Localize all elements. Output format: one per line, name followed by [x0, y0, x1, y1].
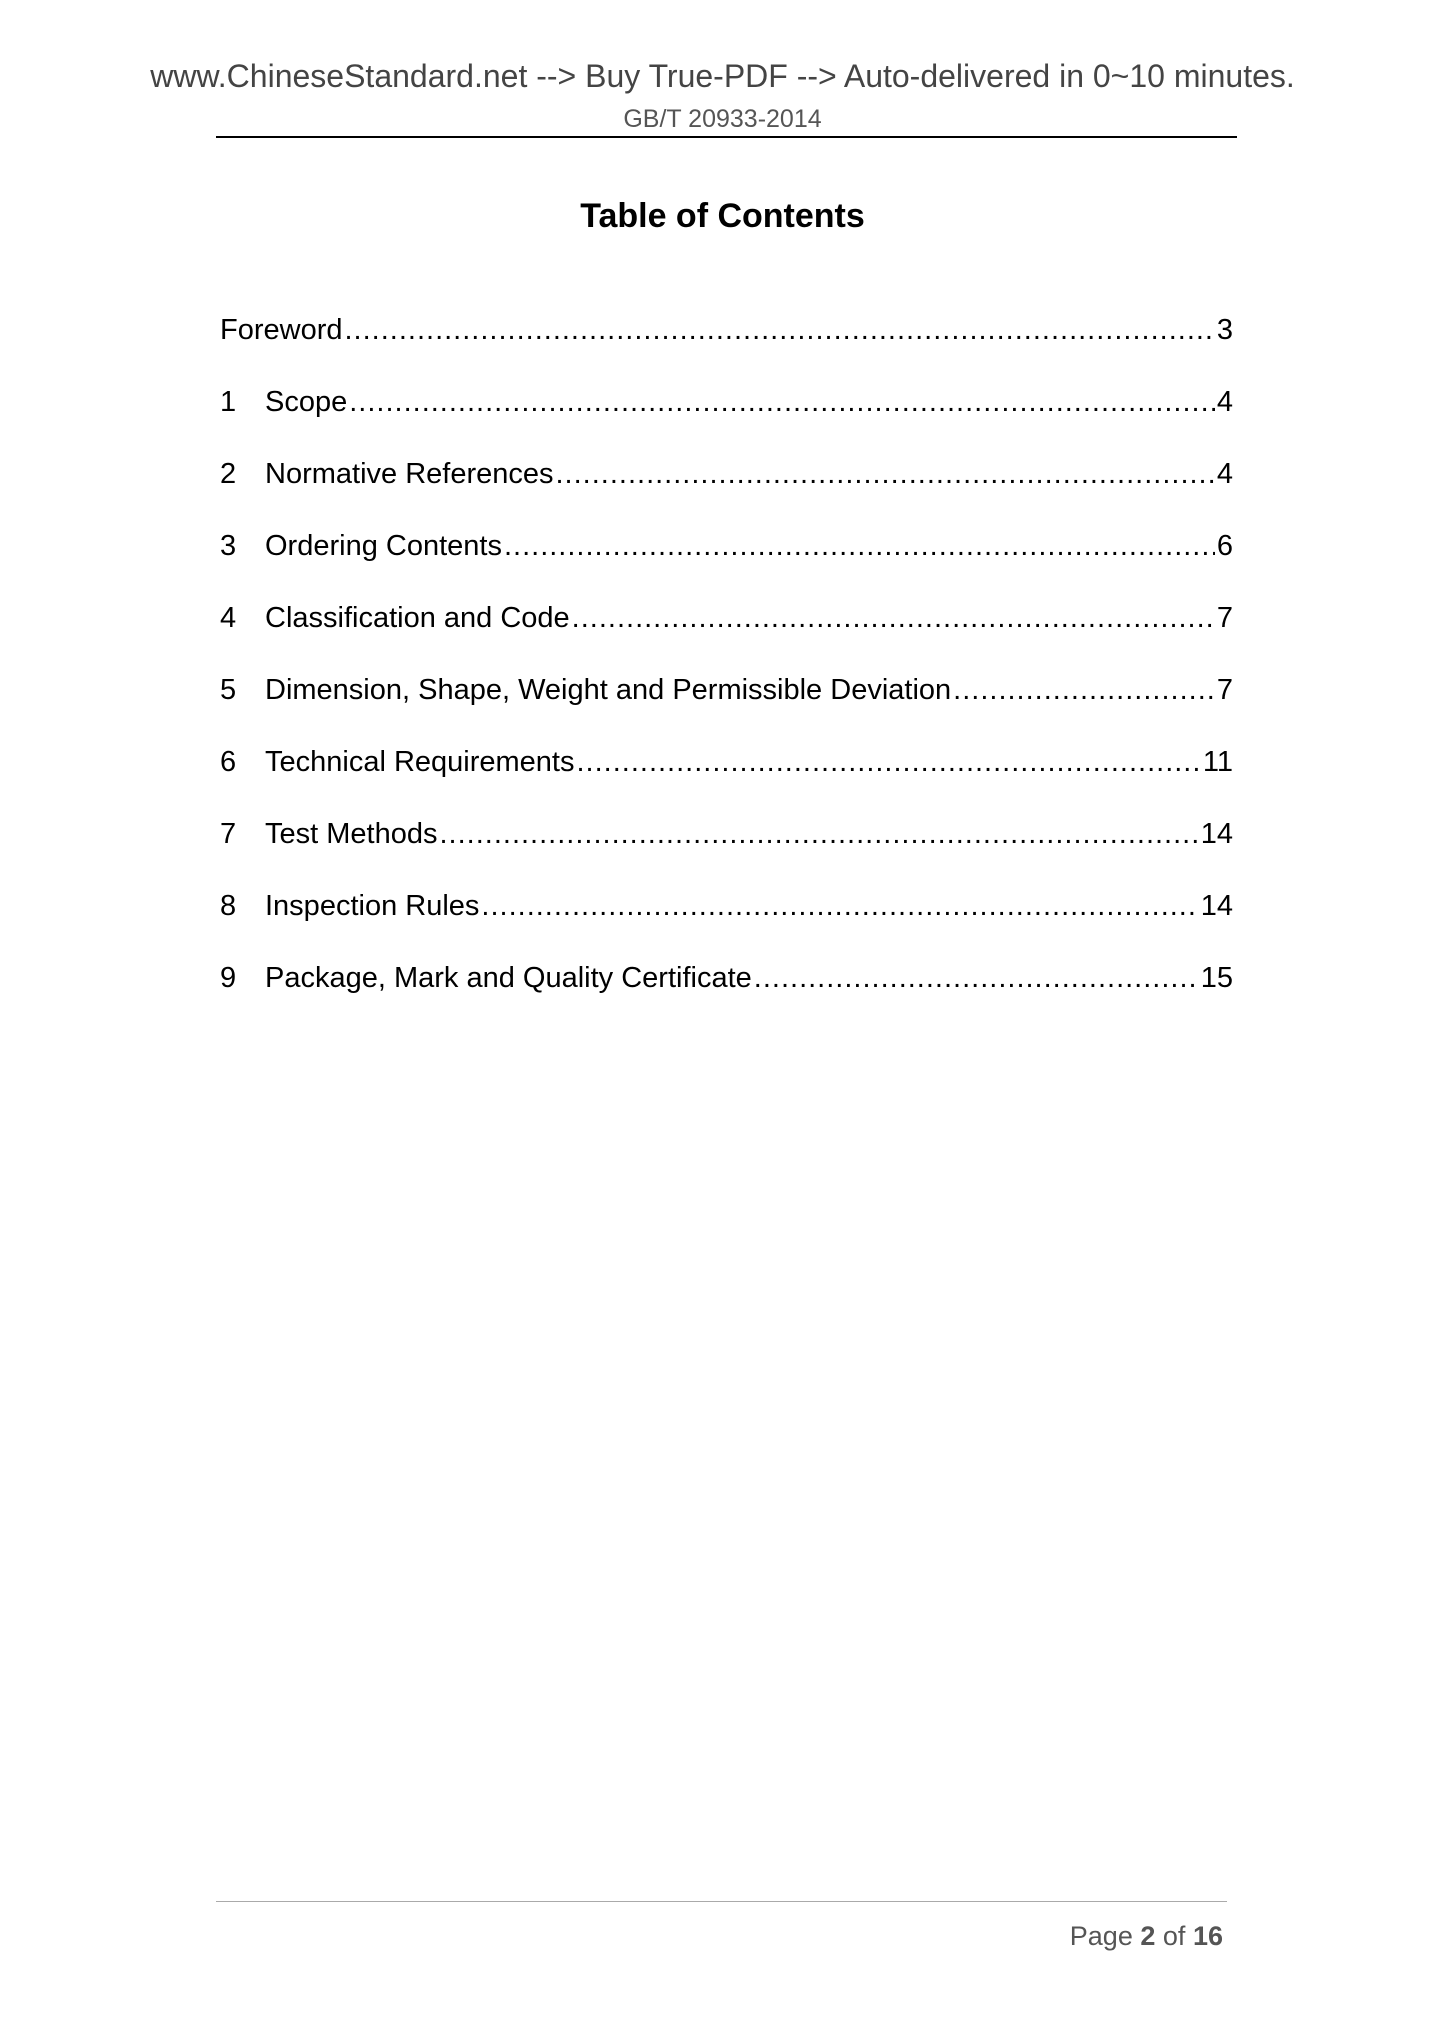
toc-entry-page: 11 — [1202, 746, 1233, 778]
toc-title: Table of Contents — [580, 197, 865, 235]
toc-leader-dots — [556, 454, 1215, 494]
toc-leader-dots — [953, 670, 1215, 710]
toc-entry-page: 14 — [1200, 818, 1233, 850]
toc-leader-dots — [504, 526, 1215, 566]
toc-entry-technical-requirements[interactable] — [220, 742, 1233, 814]
toc-entry-normative-references[interactable] — [220, 454, 1233, 526]
page-footer — [1070, 1918, 1223, 1954]
toc-entry-text: Test Methods — [265, 818, 438, 850]
toc-entry-text: Ordering Contents — [265, 530, 502, 562]
toc-entry-classification-and-code[interactable] — [220, 598, 1233, 670]
toc-leader-dots — [345, 310, 1215, 350]
header-banner: www.ChineseStandard.net --> Buy True-PDF --> Auto-delivered in 0~10 minutes. — [150, 58, 1295, 94]
footer-page-label: Page — [1069, 1921, 1133, 1951]
toc-entry-text: Dimension, Shape, Weight and Permissible Deviation — [265, 674, 952, 706]
toc-entry-number: 6 — [220, 746, 237, 778]
toc-entry-page: 4 — [1216, 386, 1233, 418]
toc-entry-text: Inspection Rules — [265, 890, 480, 922]
footer-total-pages: 16 — [1192, 1921, 1223, 1951]
toc-entry-number: 2 — [220, 458, 237, 490]
toc-leader-dots — [439, 814, 1198, 854]
toc-entry-dimension-shape-weight[interactable] — [220, 670, 1233, 742]
toc-entry-inspection-rules[interactable] — [220, 886, 1233, 958]
footer-of-label: of — [1162, 1921, 1186, 1951]
toc-entry-foreword[interactable] — [220, 310, 1233, 382]
toc-entry-page: 3 — [1216, 314, 1233, 346]
toc-entry-page: 6 — [1216, 530, 1233, 562]
toc-entry-ordering-contents[interactable] — [220, 526, 1233, 598]
toc-entry-page: 14 — [1200, 890, 1233, 922]
toc-entry-number: 7 — [220, 818, 237, 850]
toc-entry-number: 9 — [220, 962, 237, 994]
toc-entry-page: 7 — [1216, 674, 1233, 706]
toc-entry-text: Package, Mark and Quality Certificate — [265, 962, 752, 994]
toc-entry-page: 7 — [1216, 602, 1233, 634]
toc-entry-text: Foreword — [220, 314, 343, 346]
toc-entry-page: 15 — [1200, 962, 1233, 994]
footer-divider — [216, 1901, 1227, 1902]
toc-entry-number: 4 — [220, 602, 237, 634]
toc-leader-dots — [576, 742, 1200, 782]
toc-entry-text: Classification and Code — [265, 602, 570, 634]
toc-leader-dots — [754, 958, 1199, 998]
toc-entry-number: 8 — [220, 890, 237, 922]
toc-entry-scope[interactable] — [220, 382, 1233, 454]
footer-current-page: 2 — [1140, 1921, 1156, 1951]
standard-code: GB/T 20933-2014 — [623, 105, 822, 133]
toc-entry-text: Normative References — [265, 458, 554, 490]
toc-entry-number: 3 — [220, 530, 237, 562]
toc-entry-number: 5 — [220, 674, 237, 706]
toc-entry-package-mark-certificate[interactable] — [220, 958, 1233, 1030]
header-divider — [216, 136, 1237, 138]
toc-leader-dots — [349, 382, 1215, 422]
toc-entry-text: Technical Requirements — [265, 746, 575, 778]
toc-leader-dots — [572, 598, 1215, 638]
table-of-contents — [220, 310, 1233, 1030]
toc-entry-number: 1 — [220, 386, 237, 418]
toc-entry-text: Scope — [265, 386, 348, 418]
toc-entry-page: 4 — [1216, 458, 1233, 490]
toc-leader-dots — [481, 886, 1198, 926]
toc-entry-test-methods[interactable] — [220, 814, 1233, 886]
